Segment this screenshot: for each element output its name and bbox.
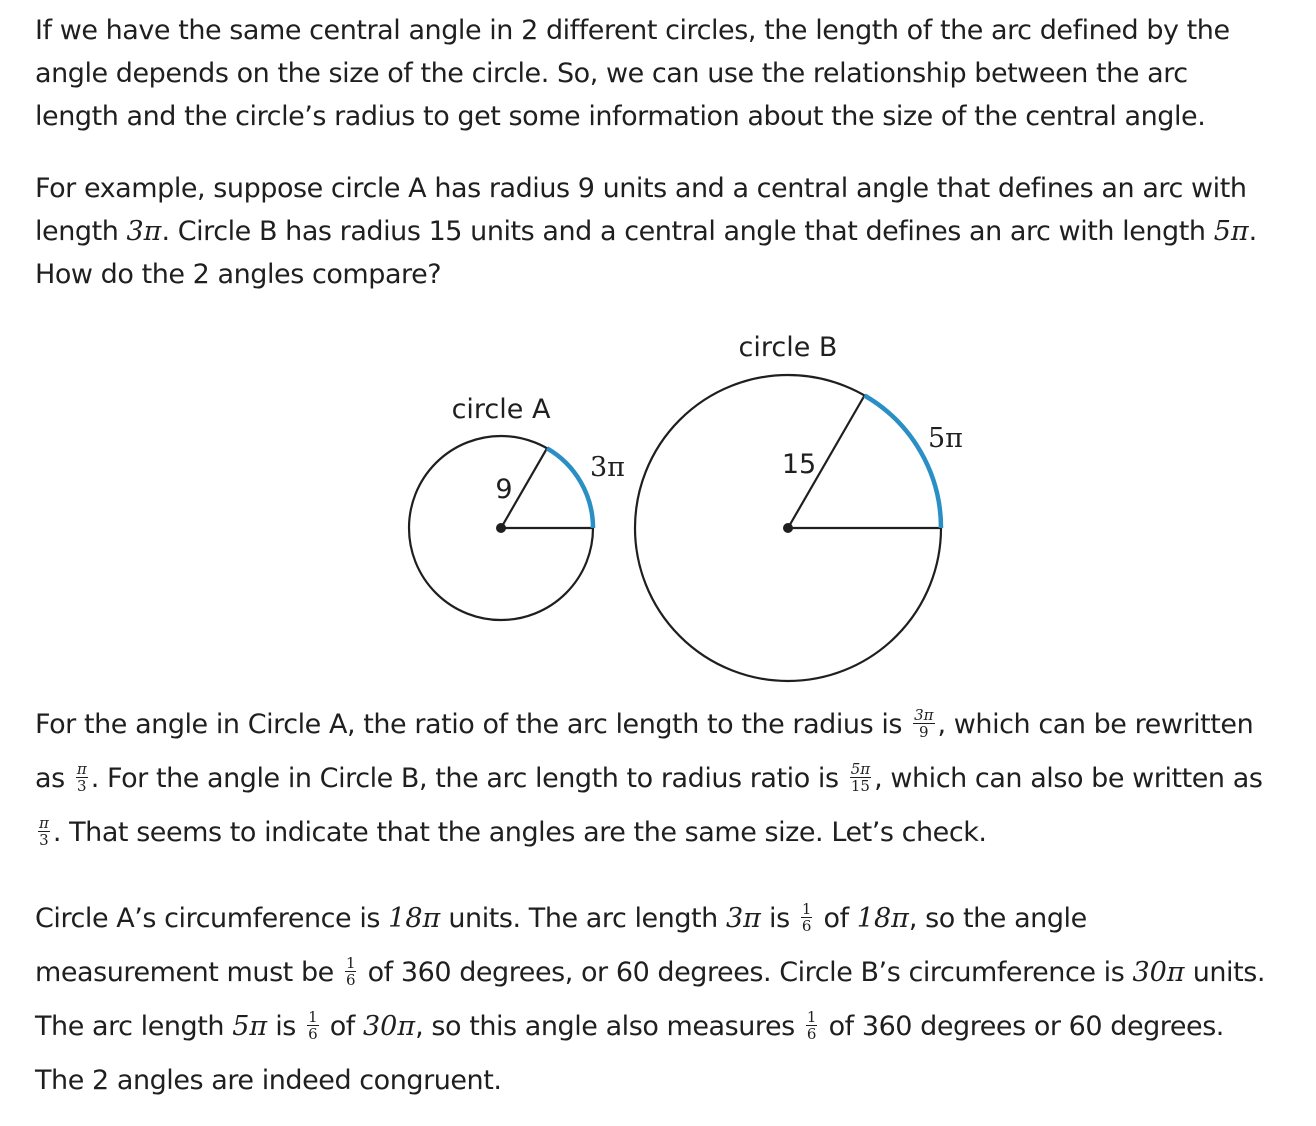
fraction-one-sixth [307,1009,319,1042]
math-30pi: 30π [363,1011,416,1042]
circle-b-figure [635,332,963,681]
fraction-numerator: 3π [914,706,934,724]
check-text-6: of 360 degrees, or 60 degrees. Circle B’s circumference is [359,957,1133,988]
fraction-denominator: 6 [801,917,812,935]
check-text-5: , so the angle measurement must be [35,903,1087,988]
check-text-7: units. The arc length [35,957,1265,1042]
circle-b-arc-label: 5π [928,423,963,454]
math-5pi: 5π [1213,216,1249,247]
fraction-denominator: 3 [39,831,49,849]
ratio-paragraph [35,698,1275,860]
check-text-4: of [815,903,857,934]
fraction-pi-over-3 [76,761,88,794]
math-18pi: 18π [856,903,909,934]
check-text-9: of [321,1011,363,1042]
math-3pi: 3π [126,216,162,247]
intro-paragraph: If we have the same central angle in 2 different circles, the length of the arc defined by the angle depends on the size of the circle. So, we can use the relationship between the arc length and the circle’s radius to get some information about the size of the central angle. [35,15,1230,132]
fraction-pi-over-3 [38,815,50,848]
circle-a-center [496,523,506,533]
math-18pi: 18π [388,903,441,934]
check-paragraph [35,892,1275,1108]
circle-b-radius-label: 15 [781,449,817,480]
ratio-text-1: For the angle in Circle A, the ratio of the arc length to the radius is [35,709,911,740]
math-5pi: 5π [232,1011,268,1042]
check-text-8: is [267,1011,305,1042]
circle-b-center [783,523,793,533]
check-text-1: Circle A’s circumference is [35,903,389,934]
circle-a-arc-label: 3π [590,452,625,483]
fraction-numerator: π [76,760,87,778]
example-text-3: . How do the 2 angles compare? [35,216,1257,290]
fraction-one-sixth [801,901,813,934]
check-text-2: units. The arc length [440,903,726,934]
circle-a-label: circle A [451,394,551,425]
fraction-one-sixth [345,955,357,988]
fraction-numerator: 5π [850,760,871,778]
fraction-denominator: 6 [345,971,356,989]
fraction-denominator: 9 [919,723,929,741]
fraction-denominator: 15 [850,777,870,795]
circle-a-arc [547,448,593,528]
fraction-numerator: 1 [806,1008,817,1026]
circle-a-radius-label: 9 [495,474,513,505]
ratio-text-2: , which can be rewritten as [35,709,1254,794]
fraction-5pi-over-15 [850,761,871,794]
fraction-numerator: 1 [801,900,812,918]
ratio-text-3: . For the angle in Circle B, the arc length to radius ratio is [90,763,847,794]
fraction-denominator: 6 [806,1025,817,1043]
check-text-3: is [760,903,798,934]
math-30pi: 30π [1132,957,1185,988]
ratio-text-5: . That seems to indicate that the angles are the same size. Let’s check. [52,817,987,848]
fraction-denominator: 6 [308,1025,318,1043]
fraction-numerator: π [39,814,49,832]
example-text-2: . Circle B has radius 15 units and a central angle that defines an arc with length [161,216,1214,247]
ratio-text-4: , which can also be written as [874,763,1263,794]
fraction-numerator: 1 [345,954,356,972]
fraction-denominator: 3 [77,777,87,795]
fraction-one-sixth [806,1009,818,1042]
example-text-1: For example, suppose circle A has radius 9 units and a central angle that defines an arc with length [35,173,1247,247]
fraction-numerator: 1 [308,1008,318,1026]
math-3pi: 3π [725,903,761,934]
check-text-10: , so this angle also measures [415,1011,803,1042]
check-text-11: of 360 degrees or 60 degrees. The 2 angles are indeed congruent. [35,1011,1224,1096]
circle-b-label: circle B [738,332,838,363]
circle-a-figure [409,394,625,620]
fraction-3pi-over-9 [913,707,934,740]
circle-b-arc [865,396,942,529]
